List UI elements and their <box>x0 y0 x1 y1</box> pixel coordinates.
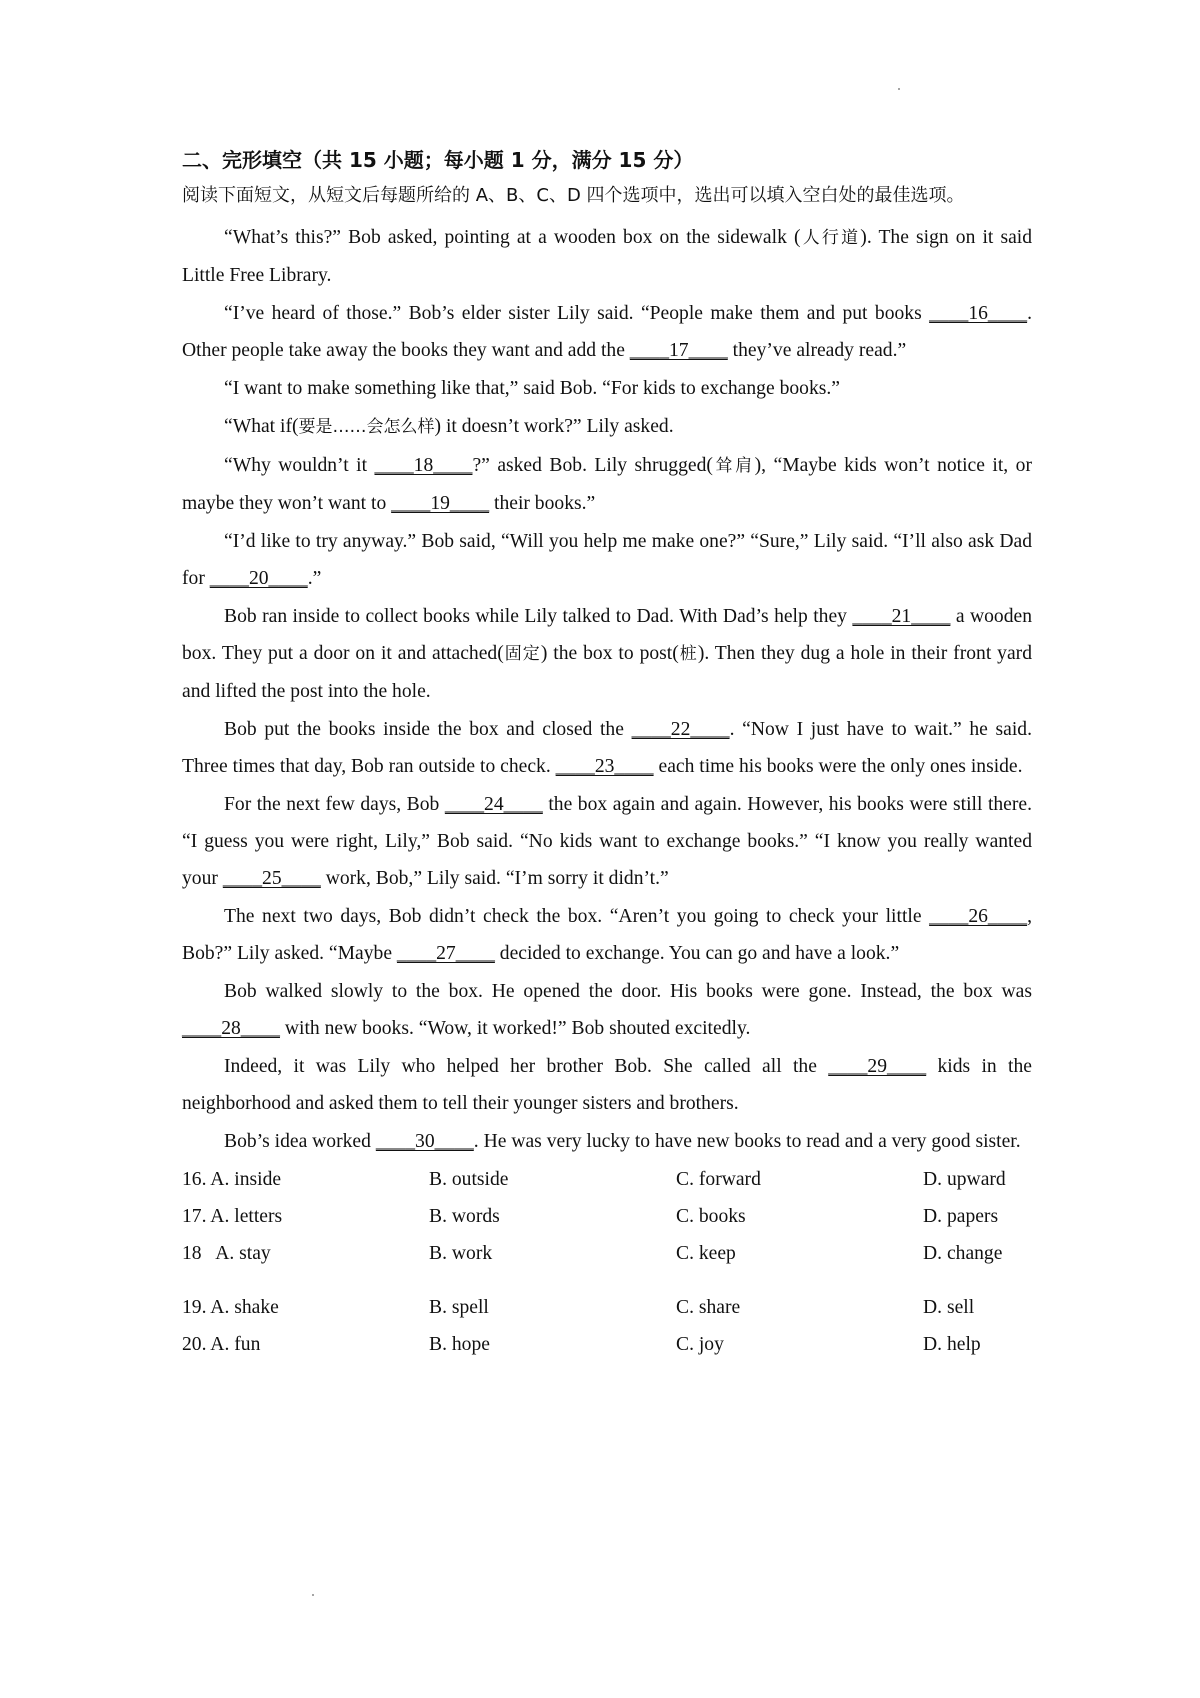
passage-paragraph <box>182 1123 1032 1160</box>
option-row <box>182 1235 1032 1272</box>
option-choice: C. keep <box>676 1243 736 1264</box>
passage-text: The next two days, Bob didn’t check the box. “Aren’t you going to check your little <box>224 906 930 927</box>
passage-text: decided to exchange. You can go and have a look.” <box>494 943 900 964</box>
option-choice: C. forward <box>676 1169 761 1190</box>
option-choice: C. books <box>676 1206 746 1227</box>
passage-text: Indeed, it was Lily who helped her brother Bob. She called all the <box>224 1056 829 1077</box>
cloze-section <box>182 143 1032 1363</box>
option-choice: C. share <box>676 1297 741 1318</box>
passage-text: Bob walked slowly to the box. He opened the door. His books were gone. Instead, the box was <box>224 981 1032 1002</box>
passage-text: the box again and again. However, his books were still there. “I guess you were right, Lily,” Bob said. “No kids want to exchange books.” “I know you really wanted your <box>182 794 1032 889</box>
option-choice: 18 A. stay <box>182 1243 271 1264</box>
answer-blank: ____23____ <box>555 756 654 777</box>
answer-blank: ____25____ <box>222 868 321 889</box>
scan-speck <box>898 88 900 90</box>
answer-blank: ____22____ <box>631 719 730 740</box>
passage-text: their books.” <box>489 493 596 514</box>
option-choice: B. work <box>429 1243 493 1264</box>
passage-paragraph <box>182 219 1032 294</box>
scan-speck <box>312 1594 314 1596</box>
options-list <box>182 1161 1032 1363</box>
passage-paragraph <box>182 295 1032 369</box>
passage <box>182 219 1032 1160</box>
passage-paragraph <box>182 523 1032 597</box>
passage-text: “I want to make something like that,” said Bob. “For kids to exchange books.” <box>224 378 840 399</box>
option-choice: D. papers <box>923 1206 999 1227</box>
passage-text: ?” asked Bob. Lily shrugged( <box>472 455 713 476</box>
passage-text: work, Bob,” Lily said. “I’m sorry it didn’t.” <box>320 868 669 889</box>
option-choice: 19. A. shake <box>182 1297 279 1318</box>
passage-text: . He was very lucky to have new books to read and a very good sister. <box>473 1131 1021 1152</box>
passage-paragraph <box>182 973 1032 1047</box>
chinese-gloss: 耸肩 <box>712 456 755 476</box>
answer-blank: ____28____ <box>182 1018 280 1039</box>
answer-blank: ____30____ <box>375 1131 474 1152</box>
answer-blank: ____26____ <box>929 906 1028 927</box>
instructions: 阅读下面短文，从短文后每题所给的 A、B、C、D 四个选项中，选出可以填入空白处的最佳选项。 <box>182 185 965 206</box>
answer-blank: ____20____ <box>209 568 308 589</box>
chinese-gloss: 要是……会怎么样 <box>298 417 435 437</box>
answer-blank: ____21____ <box>852 606 951 627</box>
passage-paragraph <box>182 711 1032 785</box>
passage-text: “What if( <box>224 416 299 437</box>
option-choice: B. hope <box>429 1334 490 1355</box>
passage-text: ). The sign on it said Little Free Library. <box>182 227 1033 286</box>
option-choice: 20. A. fun <box>182 1334 261 1355</box>
option-choice: C. joy <box>676 1334 724 1355</box>
section-title: 二、完形填空（共 15 小题；每小题 1 分，满分 15 分） <box>182 148 694 172</box>
option-choice: D. change <box>923 1243 1003 1264</box>
passage-text: “Why wouldn’t it <box>224 455 375 476</box>
option-row <box>182 1161 1032 1198</box>
chinese-gloss: 桩 <box>678 644 698 664</box>
option-choice: D. sell <box>923 1297 975 1318</box>
passage-paragraph <box>182 598 1032 710</box>
passage-text: with new books. “Wow, it worked!” Bob shouted excitedly. <box>279 1018 751 1039</box>
passage-text: “What’s this?” Bob asked, pointing at a wooden box on the sidewalk ( <box>224 227 801 248</box>
passage-text: they’ve already read.” <box>727 340 907 361</box>
option-choice: B. words <box>429 1206 500 1227</box>
option-choice: D. help <box>923 1334 981 1355</box>
chinese-gloss: 人行道 <box>800 228 861 248</box>
option-row <box>182 1198 1032 1235</box>
answer-blank: ____24____ <box>444 794 543 815</box>
passage-text: a wooden box. They put a door on it and attached( <box>182 606 1033 664</box>
answer-blank: ____19____ <box>391 493 490 514</box>
passage-paragraph <box>182 370 1032 407</box>
option-choice: B. outside <box>429 1169 509 1190</box>
option-choice: B. spell <box>429 1297 489 1318</box>
option-row <box>182 1326 1032 1363</box>
chinese-gloss: 固定 <box>503 644 541 664</box>
passage-text: , Bob?” Lily asked. “Maybe <box>182 906 1032 964</box>
passage-paragraph <box>182 898 1032 972</box>
passage-text: .” <box>307 568 322 589</box>
passage-text: . “Now I just have to wait.” he said. Three times that day, Bob ran outside to check. <box>182 719 1032 777</box>
passage-text: Bob ran inside to collect books while Lily talked to Dad. With Dad’s help they <box>224 606 853 627</box>
passage-text: ) the box to post( <box>540 643 679 664</box>
passage-paragraph <box>182 447 1032 522</box>
passage-paragraph <box>182 786 1032 897</box>
passage-text: kids in the neighborhood and asked them to tell their younger sisters and brothers. <box>182 1056 1032 1114</box>
passage-text: For the next few days, Bob <box>224 794 445 815</box>
passage-text: “I’ve heard of those.” Bob’s elder sister Lily said. “People make them and put books <box>224 303 930 324</box>
passage-text: “I’d like to try anyway.” Bob said, “Will you help me make one?” “Sure,” Lily said. “I’ll also ask Dad for <box>182 531 1032 589</box>
passage-text: ) it doesn’t work?” Lily asked. <box>434 416 674 437</box>
passage-text: ), “Maybe kids won’t notice it, or maybe they won’t want to <box>182 455 1032 514</box>
option-choice: 16. A. inside <box>182 1169 282 1190</box>
passage-text: Bob put the books inside the box and closed the <box>224 719 632 740</box>
option-row <box>182 1289 1032 1326</box>
passage-text: each time his books were the only ones inside. <box>653 756 1023 777</box>
answer-blank: ____27____ <box>396 943 495 964</box>
answer-blank: ____17____ <box>629 340 728 361</box>
option-choice: 17. A. letters <box>182 1206 283 1227</box>
passage-paragraph <box>182 1048 1032 1122</box>
answer-blank: ____29____ <box>828 1056 927 1077</box>
option-choice: D. upward <box>923 1169 1006 1190</box>
passage-text: . Other people take away the books they want and add the <box>182 303 1032 361</box>
answer-blank: ____16____ <box>929 303 1028 324</box>
passage-paragraph <box>182 408 1032 446</box>
answer-blank: ____18____ <box>374 455 473 476</box>
passage-text: ). Then they dug a hole in their front yard and lifted the post into the hole. <box>182 643 1032 702</box>
passage-text: Bob’s idea worked <box>224 1131 376 1152</box>
